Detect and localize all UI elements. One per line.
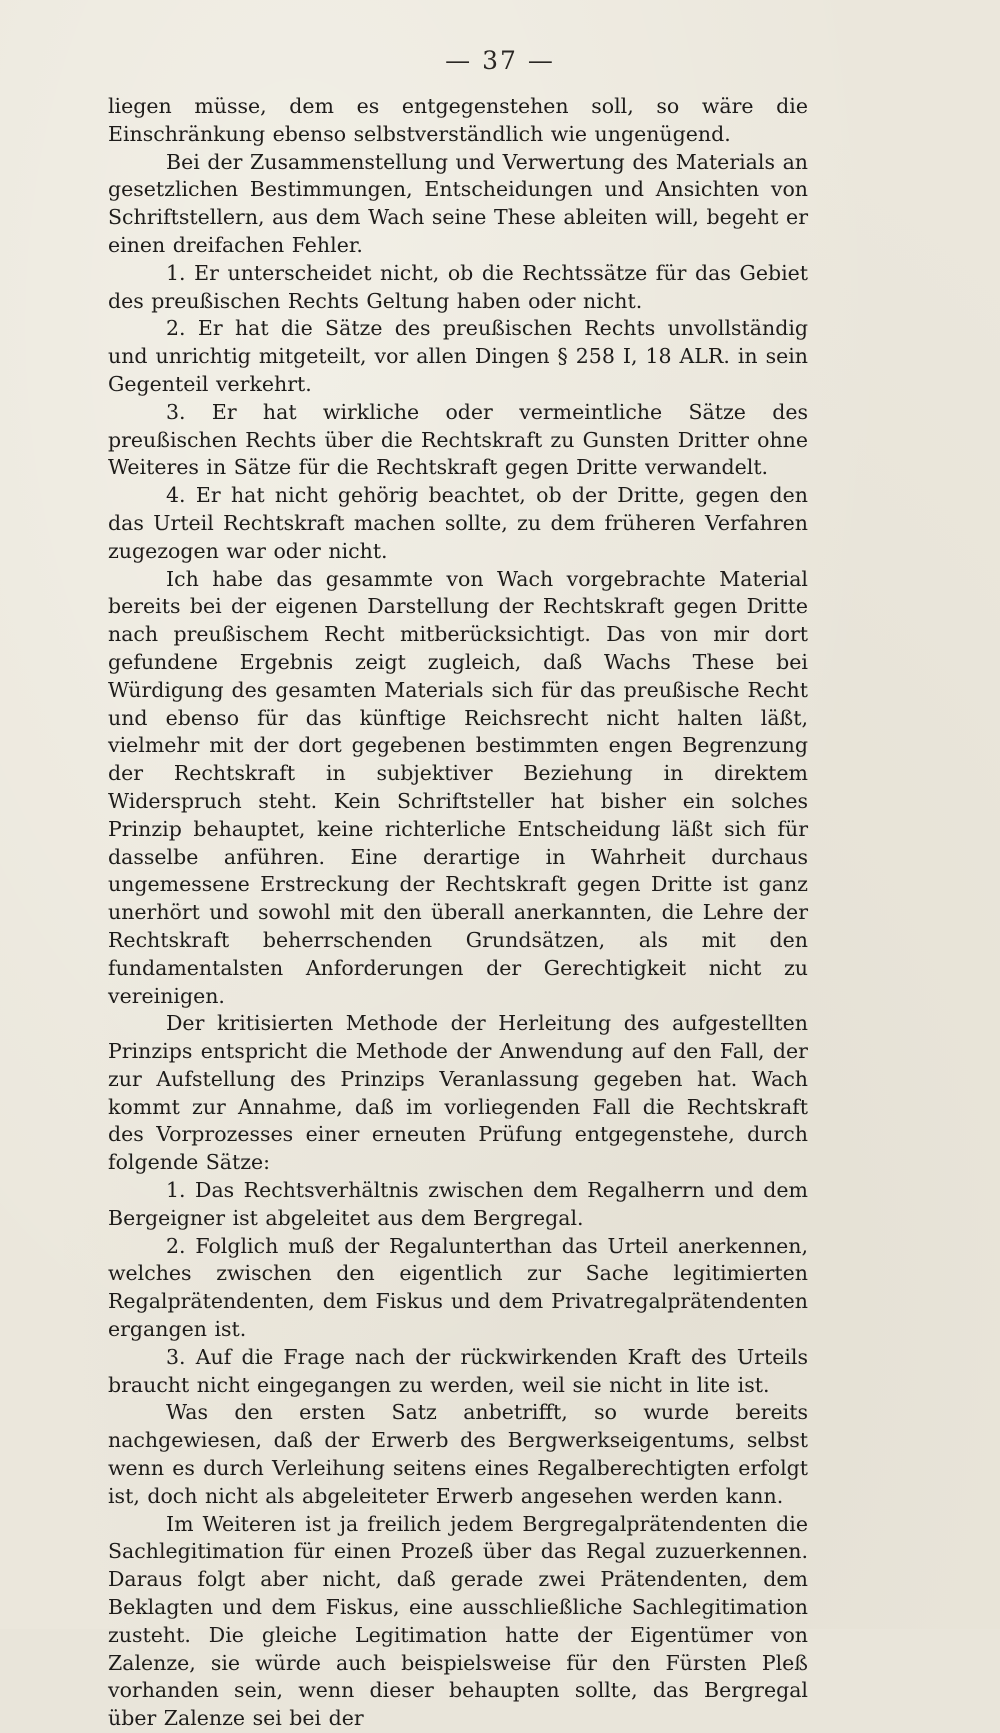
body-text <box>108 93 808 1733</box>
paragraph-error-2: 2. Er hat die Sätze des preußischen Rechts unvollständig und unrichtig mitgeteilt, vor allen Dingen § 258 I, 18 ALR. in sein Gegenteil verkehrt. <box>108 316 808 396</box>
paragraph-thesis-2: 2. Folglich muß der Regalunterthan das Urteil anerkennen, welches zwischen den eigentlich zur Sache legitimierten Regalprätendenten, dem Fiskus und dem Privatregalprätendenten ergangen ist. <box>108 1233 808 1342</box>
paragraph-method: Der kritisierten Methode der Herleitung des aufgestellten Prinzips entspricht die Methode der Anwendung auf den Fall, der zur Aufstellung des Prinzips Veranlassung gegeben hat. Wach kommt zur Annahme, daß im vorliegenden Fall die Rechtskraft des Vorprozesses einer erneuten Prüfung entgegenstehe, durch folgende Sätze: <box>108 1011 808 1175</box>
paragraph-thesis-3: 3. Auf die Frage nach der rückwirkenden Kraft des Urteils braucht nicht eingegangen zu werden, weil sie nicht in lite ist. <box>108 1344 808 1397</box>
paragraph-material-review: Ich habe das gesammte von Wach vorgebrachte Material bereits bei der eigenen Darstellung der Rechtskraft gegen Dritte nach preußischem Recht mitberücksichtigt. Das von mir dort gefundene Ergebnis zeigt zugleich, daß Wachs These bei Würdigung des gesamten Materials sich für das preußische Recht und ebenso für das künftige Reichsrecht nicht halten läßt, vielmehr mit der dort gegebenen bestimmten engen Begrenzung der Rechtskraft in subjektiver Beziehung in direktem Widerspruch steht. Kein Schriftsteller hat bisher ein solches Prinzip behauptet, keine richterliche Entscheidung läßt sich für dasselbe anführen. Eine derartige in Wahrheit durchaus ungemessene Erstreckung der Rechtskraft gegen Dritte ist ganz unerhört und sowohl mit den überall anerkannten, die Lehre der Rechtskraft beherrschenden Grundsätzen, als mit den fundamentalsten Anforderungen der Gerechtigkeit nicht zu vereinigen. <box>108 566 808 1008</box>
paragraph-intro-errors: Bei der Zusammenstellung und Verwertung des Materials an gesetzlichen Bestimmungen, Entscheidungen und Ansichten von Schriftstellern, aus dem Wach seine These ableiten will, begeht er einen dreifachen Fehler. <box>108 149 808 257</box>
paragraph-legitimation: Im Weiteren ist ja freilich jedem Bergregalprätendenten die Sachlegitimation für einen Prozeß über das Regal zuzuerkennen. Daraus folgt aber nicht, daß gerade zwei Prätendenten, dem Beklagten und dem Fiskus, eine ausschließliche Sachlegitimation zusteht. Die gleiche Legitimation hatte der Eigentümer von Zalenze, sie würde auch beispielsweise für den Fürsten Pleß vorhanden sein, wenn dieser behaupten sollte, das Bergregal über Zalenze sei bei der <box>108 1511 808 1731</box>
paragraph-first-thesis-response: Was den ersten Satz anbetrifft, so wurde bereits nachgewiesen, daß der Erwerb des Bergwerkseigentums, selbst wenn es durch Verleihung seitens eines Regalberechtigten erfolgt ist, doch nicht als abgeleiteter Erwerb angesehen werden kann. <box>108 1400 808 1508</box>
paragraph-error-3: 3. Er hat wirkliche oder vermeintliche Sätze des preußischen Rechts über die Rechtskraft zu Gunsten Dritter ohne Weiteres in Sätze für die Rechtskraft gegen Dritte verwandelt. <box>108 399 808 480</box>
paragraph-thesis-1: 1. Das Rechtsverhältnis zwischen dem Regalherrn und dem Bergeigner ist abgeleitet aus dem Bergregal. <box>108 1178 808 1230</box>
page-number: — 37 — <box>445 46 555 75</box>
paragraph-error-4: 4. Er hat nicht gehörig beachtet, ob der Dritte, gegen den das Urteil Rechtskraft machen sollte, zu dem früheren Verfahren zugezogen war oder nicht. <box>108 483 808 563</box>
paragraph-error-1: 1. Er unterscheidet nicht, ob die Rechtssätze für das Gebiet des preußischen Rechts Geltung haben oder nicht. <box>108 260 808 313</box>
paragraph-continuation: liegen müsse, dem es entgegenstehen soll, so wäre die Einschränkung ebenso selbstverständlich wie ungenügend. <box>108 94 808 146</box>
